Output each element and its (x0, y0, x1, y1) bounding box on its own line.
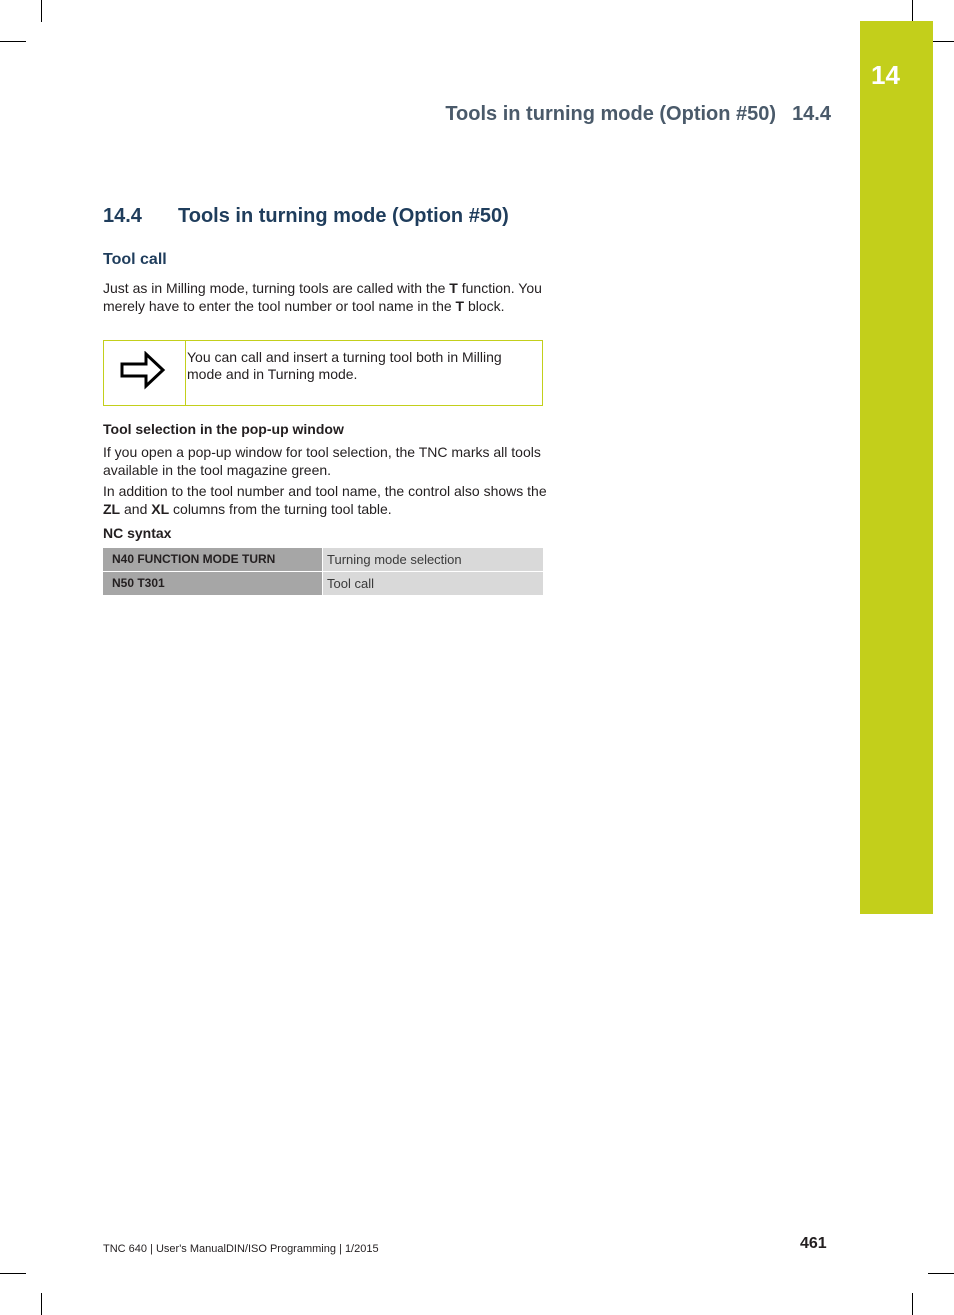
bold-run: T (455, 298, 465, 314)
arrow-right-icon (120, 351, 166, 391)
text-run: In addition to the tool number and tool name, the control also shows the (103, 483, 547, 499)
chapter-number: 14 (871, 60, 900, 90)
crop-mark (912, 1293, 913, 1315)
section-number: 14.4 (103, 205, 142, 227)
crop-mark (41, 0, 42, 22)
popup-paragraph-2 (103, 482, 548, 518)
running-header (445, 103, 831, 126)
nc-code-cell: N40 FUNCTION MODE TURN (103, 548, 322, 571)
note-text: You can call and insert a turning tool both in Milling mode and in Turning mode. (187, 349, 502, 382)
popup-heading: Tool selection in the pop-up window (103, 421, 344, 437)
crop-mark (0, 41, 26, 42)
table-row (103, 548, 543, 571)
nc-syntax-heading: NC syntax (103, 525, 172, 541)
crop-mark (912, 0, 913, 22)
section-title (103, 205, 509, 228)
popup-paragraph-1: If you open a pop-up window for tool selection, the TNC marks all tools available in the tool magazine green. (103, 444, 541, 478)
text-run: block. (464, 298, 505, 314)
footer-text: TNC 640 | User's ManualDIN/ISO Programming | 1/2015 (103, 1243, 379, 1255)
bold-run: XL (151, 501, 170, 517)
text-run: Just as in Milling mode, turning tools are called with the (103, 280, 450, 296)
text-run: columns from the turning tool table. (169, 501, 392, 517)
section-title-text: Tools in turning mode (Option #50) (178, 205, 509, 227)
bold-run: T (449, 280, 458, 296)
running-header-title: Tools in turning mode (Option #50) (445, 103, 777, 125)
nc-desc-cell: Tool call (323, 572, 543, 595)
running-header-section: 14.4 (792, 103, 831, 125)
crop-mark (41, 1293, 42, 1315)
nc-syntax-table (103, 548, 543, 596)
bold-run: ZL (103, 501, 121, 517)
nc-desc-cell: Turning mode selection (323, 548, 543, 571)
crop-mark (928, 1273, 954, 1274)
page-number: 461 (800, 1235, 827, 1252)
table-row (103, 572, 543, 595)
tool-call-paragraph (103, 279, 548, 315)
text-run: and (120, 501, 152, 517)
nc-code-cell: N50 T301 (103, 572, 322, 595)
note-box (103, 340, 543, 406)
note-divider (185, 341, 186, 405)
crop-mark (0, 1273, 26, 1274)
chapter-tab (860, 21, 933, 914)
text-run: function. You merely have to enter the tool number or tool name in the (103, 280, 542, 314)
tool-call-heading: Tool call (103, 251, 167, 268)
